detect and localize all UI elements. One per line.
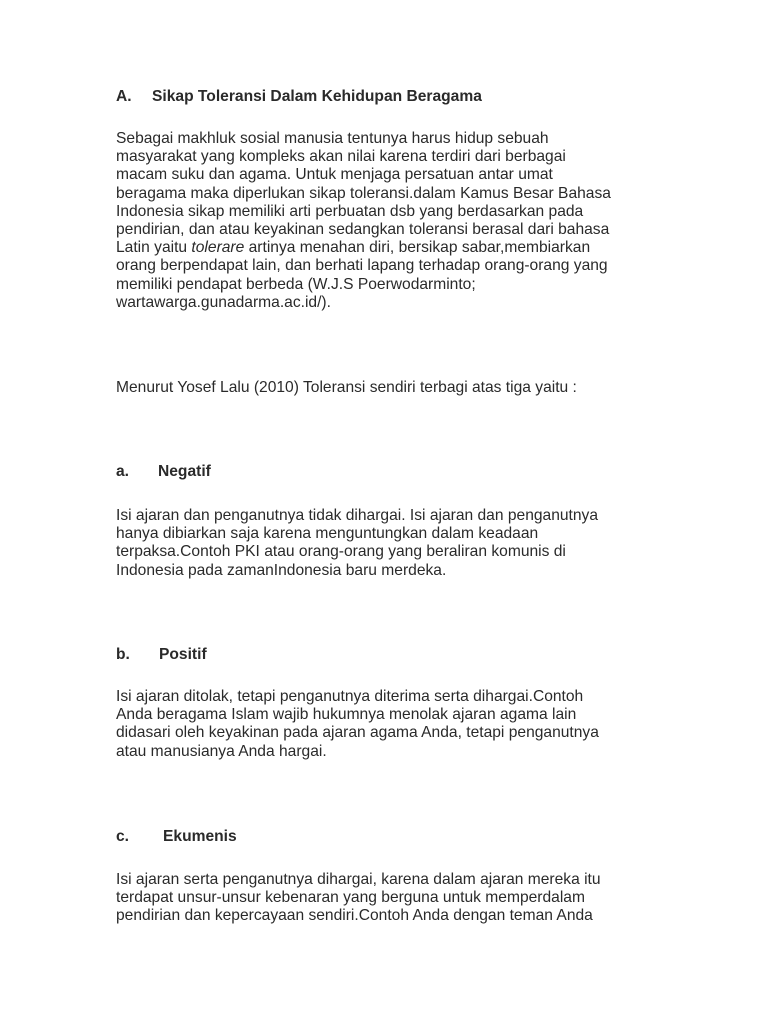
latin-prefix: Latin yaitu: [116, 239, 192, 257]
paragraph-line: hanya dibiarkan saja karena menguntungkan dalam keadaan: [116, 525, 539, 543]
paragraph-line: terdapat unsur-unsur kebenaran yang berguna untuk memperdalam: [116, 889, 585, 907]
section-marker: A.: [116, 88, 132, 105]
paragraph-line: Indonesia pada zamanIndonesia baru merdeka.: [116, 561, 447, 579]
paragraph-line: atau manusianya Anda hargai.: [116, 742, 327, 760]
paragraph-line: Isi ajaran serta penganutnya dihargai, karena dalam ajaran mereka itu: [116, 871, 601, 888]
paragraph-line: terpaksa.Contoh PKI atau orang-orang yang beraliran komunis di: [116, 543, 566, 561]
paragraph-line: memiliki pendapat berbeda (W.J.S Poerwodarminto;: [116, 275, 476, 293]
item-heading-negatif: [116, 463, 676, 481]
item-marker: a.: [116, 463, 130, 480]
paragraph-line: pendirian dan kepercayaan sendiri.Contoh Anda dengan teman Anda: [116, 907, 593, 925]
paragraph-line: Menurut Yosef Lalu (2010) Toleransi sendiri terbagi atas tiga yaitu :: [116, 379, 577, 396]
paragraph-line: beragama maka diperlukan sikap toleransi.dalam Kamus Besar Bahasa: [116, 184, 611, 202]
item-marker: c.: [116, 828, 130, 845]
paragraph-line: orang berpendapat lain, dan berhati lapang terhadap orang-orang yang: [116, 257, 608, 275]
menurut-paragraph: [116, 379, 676, 397]
item-title: Positif: [159, 646, 207, 663]
item-title: Negatif: [158, 463, 211, 480]
item-marker: b.: [116, 646, 130, 663]
section-title: Sikap Toleransi Dalam Kehidupan Beragama: [152, 88, 482, 105]
paragraph-line: pendirian, dan atau keyakinan sedangkan toleransi berasal dari bahasa: [116, 221, 610, 239]
section-heading: [116, 88, 676, 106]
latin-suffix: artinya menahan diri, bersikap sabar,membiarkan: [244, 239, 591, 257]
item-paragraph-positif: [116, 688, 676, 761]
paragraph-line: Anda beragama Islam wajib hukumnya menolak ajaran agama lain: [116, 706, 577, 724]
paragraph-line: [116, 239, 676, 257]
paragraph-line: Sebagai makhluk sosial manusia tentunya harus hidup sebuah: [116, 130, 549, 147]
paragraph-line: Isi ajaran ditolak, tetapi penganutnya diterima serta dihargai.Contoh: [116, 688, 584, 705]
intro-paragraph: [116, 130, 676, 312]
paragraph-line: wartawarga.gunadarma.ac.id/).: [116, 293, 331, 311]
item-heading-positif: [116, 646, 676, 664]
item-paragraph-ekumenis: [116, 871, 676, 926]
paragraph-line: didasari oleh keyakinan pada ajaran agama Anda, tetapi penganutnya: [116, 724, 599, 742]
latin-term: tolerare: [191, 239, 245, 257]
paragraph-line: macam suku dan agama. Untuk menjaga persatuan antar umat: [116, 166, 553, 184]
item-paragraph-negatif: [116, 507, 676, 580]
item-heading-ekumenis: [116, 828, 676, 846]
item-title: Ekumenis: [163, 828, 237, 845]
paragraph-line: Isi ajaran dan penganutnya tidak dihargai. Isi ajaran dan penganutnya: [116, 507, 599, 524]
paragraph-line: masyarakat yang kompleks akan nilai karena terdiri dari berbagai: [116, 148, 566, 166]
paragraph-line: Indonesia sikap memiliki arti perbuatan dsb yang berdasarkan pada: [116, 202, 584, 220]
